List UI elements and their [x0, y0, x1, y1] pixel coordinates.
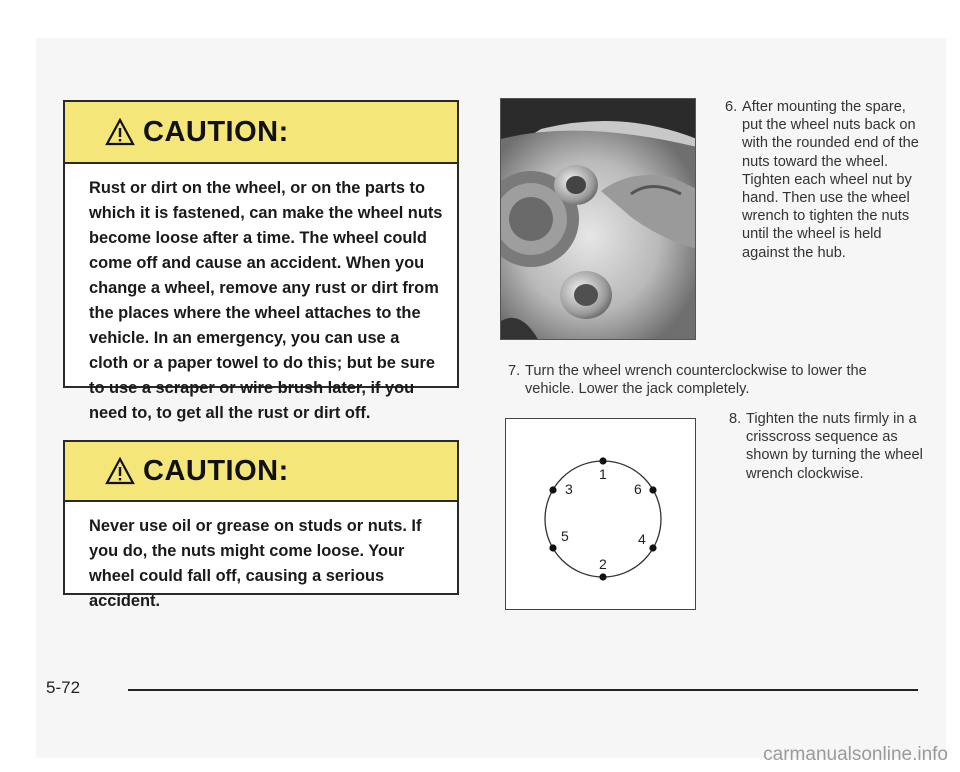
lug-nut-dot: [649, 486, 656, 493]
sequence-label: 6: [634, 481, 642, 497]
caution-text: Never use oil or grease on studs or nuts. If you do, the nuts might come loose. Your wheel could fall off, causing a serious accident.: [89, 517, 422, 610]
sequence-label: 2: [599, 556, 607, 572]
caution-header: [65, 102, 457, 164]
lug-nut-dot: [549, 486, 556, 493]
step-7: [508, 362, 918, 398]
sequence-label: 1: [599, 466, 607, 482]
sequence-label: 5: [561, 528, 569, 544]
caution-box-grease: [63, 440, 459, 610]
caution-header: [65, 442, 457, 502]
caution-title: CAUTION:: [143, 454, 289, 487]
caution-box-rust: [63, 100, 459, 422]
step-text: Turn the wheel wrench counterclockwise to lower the vehicle. Lower the jack completely.: [525, 363, 867, 398]
sequence-label: 3: [565, 481, 573, 497]
warning-triangle-icon: [105, 457, 135, 485]
lug-nut-dot: [599, 457, 606, 464]
sequence-label: 4: [638, 531, 646, 547]
watermark: carmanualsonline.info: [763, 744, 948, 765]
step-8: [729, 410, 929, 483]
step-6: [725, 98, 925, 262]
step-text: After mounting the spare, put the wheel nuts back on with the rounded end of the nuts toward the wheel. Tighten each wheel nut by hand. Then use the wheel wrench to tighten the nuts until the wheel is held against the hub.: [742, 99, 919, 261]
step-number: 7.: [508, 363, 521, 379]
step-number: 8.: [729, 411, 742, 427]
caution-text: Rust or dirt on the wheel, or on the parts to which it is fastened, can make the wheel nuts become loose after a time. The wheel could come off and cause an accident. When you change a wheel, remove any rust or dirt from the places where the wheel attaches to the vehicle. In an emergency, you can use a cloth or a paper towel to do this; but be sure to use a scraper or wire brush later, if you need to, to get all the rust or dirt off.: [89, 179, 443, 422]
lug-nut-dot: [549, 544, 556, 551]
wheel-nut-photo: [500, 98, 696, 340]
lug-nut-dot: [649, 544, 656, 551]
wheel-hub-illustration: [501, 99, 696, 340]
step-text: Tighten the nuts firmly in a crisscross sequence as shown by turning the wheel wrench clockwise.: [746, 411, 923, 482]
warning-triangle-icon: [105, 118, 135, 146]
step-number: 6.: [725, 99, 738, 115]
caution-title: CAUTION:: [143, 115, 289, 148]
page-number: 5-72: [46, 678, 81, 697]
footer-rule: [128, 689, 918, 691]
lug-nut-dot: [599, 573, 606, 580]
lug-nut-sequence-diagram: [505, 418, 696, 610]
